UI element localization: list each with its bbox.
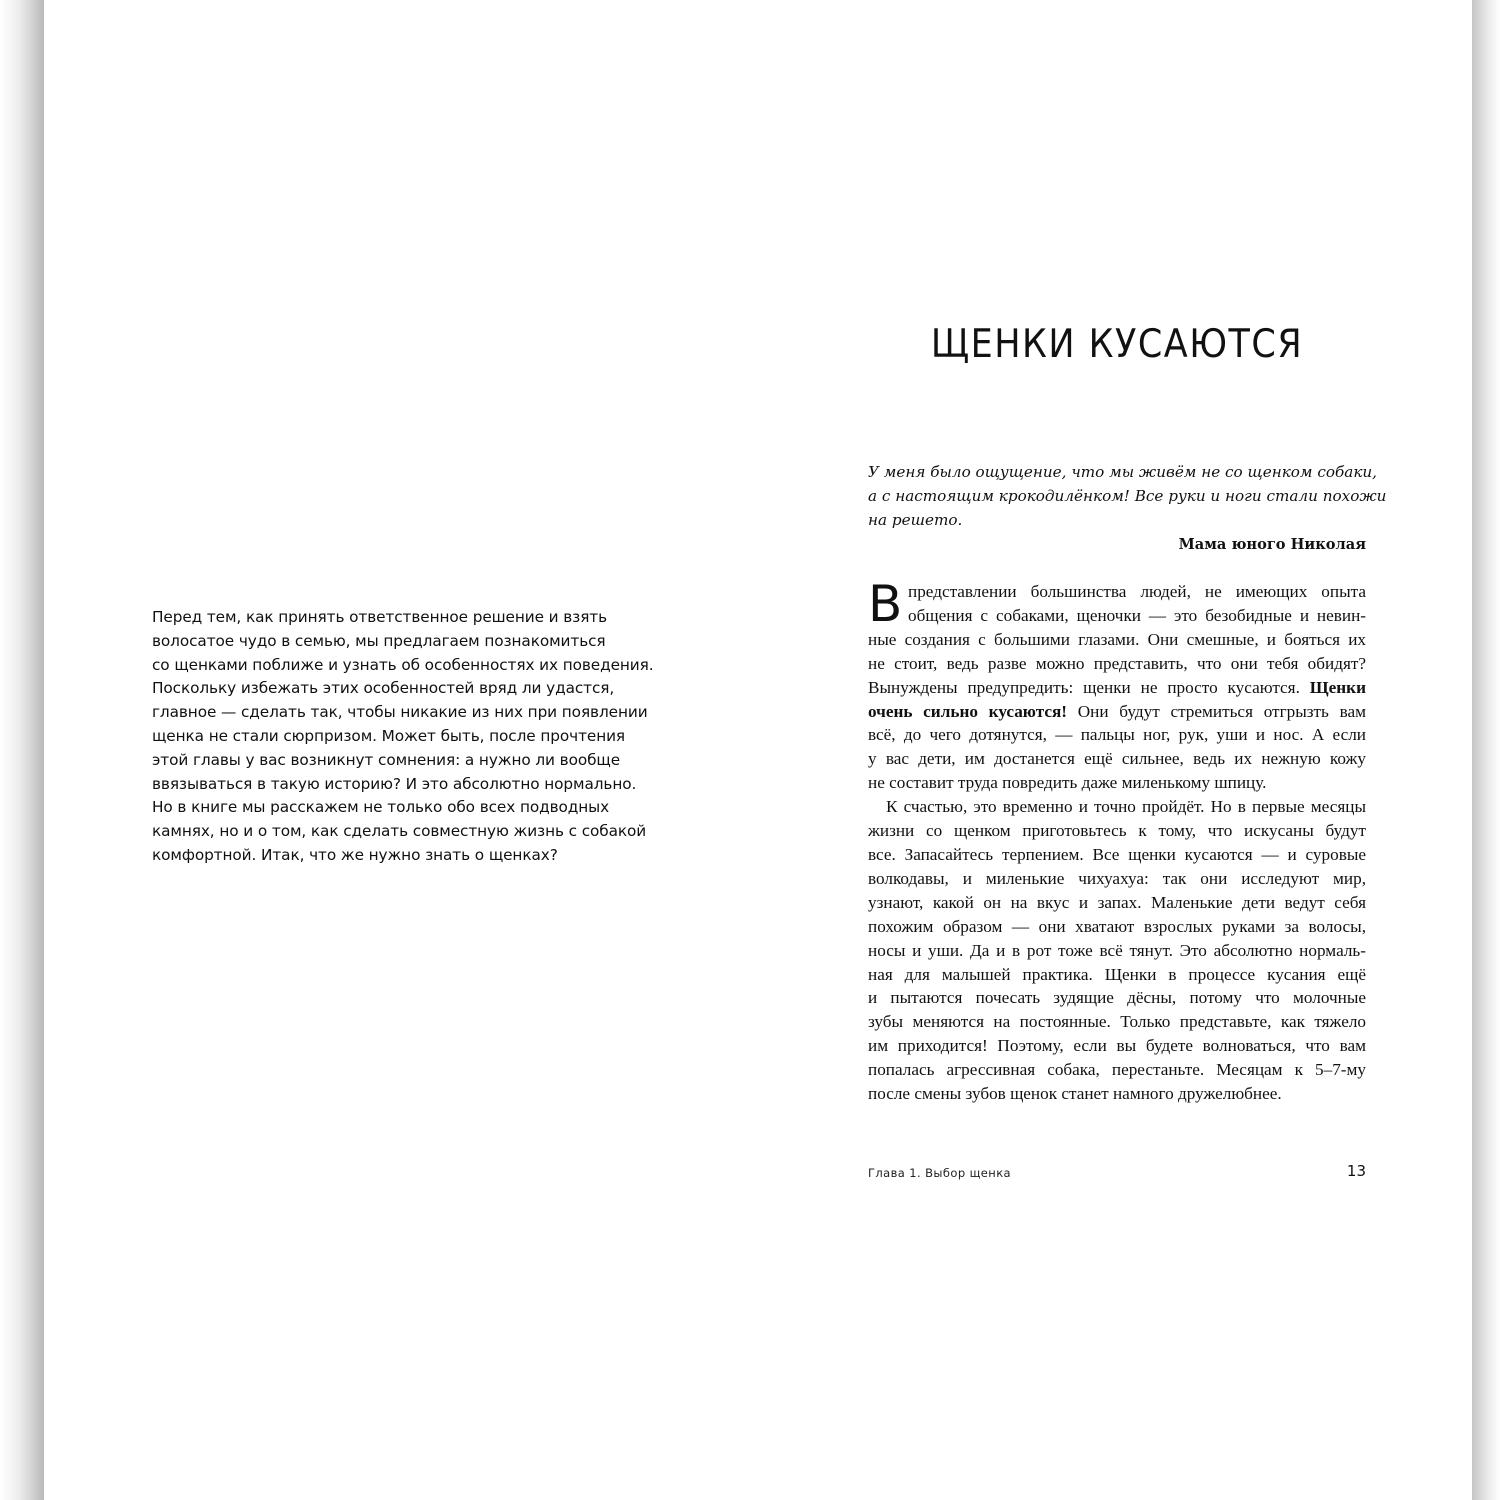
body-line: не составит труда повредить даже миленькому шпицу. bbox=[868, 773, 1267, 793]
body-line: общения с собаками, щеночки — это безобидные и невин- bbox=[908, 605, 1366, 625]
intro-line: волосатое чудо в семью, мы предлагаем познакомиться bbox=[152, 631, 606, 650]
body-line: волкодавы, и миленькие чихуахуа: так они исследуют мир, bbox=[868, 868, 1366, 888]
body-line: и пытаются почесать зудящие дёсны, потому что молочные bbox=[868, 988, 1366, 1008]
epigraph bbox=[868, 460, 1387, 557]
body-line: зубы меняются на постоянные. Только представьте, как тяжело bbox=[868, 1012, 1366, 1032]
intro-line: щенка не стали сюрпризом. Может быть, после прочтения bbox=[152, 726, 626, 745]
epigraph-author: Мама юного Николая bbox=[1178, 535, 1366, 553]
drop-cap: В bbox=[868, 575, 903, 633]
body-line-part: Вынуждены предупредить: щенки не просто кусаются. bbox=[868, 677, 1300, 697]
body-line: К счастью, это временно и точно пройдёт. Но в первые месяцы bbox=[886, 797, 1366, 817]
intro-paragraph bbox=[152, 606, 652, 868]
body-line: все. Запасайтесь терпением. Все щенки кусаются — и суровые bbox=[868, 844, 1366, 864]
intro-line: Перед тем, как принять ответственное решение и взять bbox=[152, 608, 608, 626]
body-line: жизни со щенком приготовьтесь к тому, что искусаны будут bbox=[868, 821, 1366, 841]
body-line: всё, до чего дотянутся, — пальцы ног, рук, уши и нос. А если bbox=[868, 725, 1366, 745]
emphasis-text: очень сильно кусаются! bbox=[868, 701, 1068, 721]
epigraph-line: а с настоящим крокодилёнком! Все руки и ноги стали похожи bbox=[868, 487, 1387, 506]
body-line: похожим образом — они хватают взрослых руками за волосы, bbox=[868, 916, 1366, 936]
intro-line: комфортной. Итак, что же нужно знать о щенках? bbox=[152, 845, 558, 864]
intro-line: со щенками поближе и узнать об особенностях их поведения. bbox=[152, 655, 654, 674]
body-line: не стоит, ведь разве можно представить, что они тебя обидят? bbox=[868, 653, 1366, 673]
body-line: попалась агрессивная собака, перестаньте. Месяцам к 5–7-му bbox=[868, 1060, 1366, 1080]
page-edge-shadow-left bbox=[0, 0, 44, 1500]
body-line: им приходится! Поэтому, если вы будете волноваться, что вам bbox=[868, 1036, 1366, 1056]
running-footer: Глава 1. Выбор щенка bbox=[868, 1166, 1011, 1180]
intro-line: Но в книге мы расскажем не только обо всех подводных bbox=[152, 798, 610, 817]
intro-line: камнях, но и о том, как сделать совместную жизнь с собакой bbox=[152, 822, 647, 841]
epigraph-line: на решето. bbox=[868, 511, 963, 530]
chapter-title: ЩЕНКИ КУСАЮТСЯ bbox=[930, 322, 1304, 368]
body-line: ная для малышей практика. Щенки в процессе кусания ещё bbox=[868, 964, 1366, 984]
chapter-body bbox=[868, 575, 1367, 1106]
body-line bbox=[868, 700, 1366, 724]
body-line: носы и уши. Да и в рот тоже всё тянут. Это абсолютно нормаль- bbox=[868, 940, 1366, 960]
body-line: ные создания с большими глазами. Они смешные, и бояться их bbox=[868, 629, 1366, 649]
intro-line: главное — сделать так, чтобы никакие из них при появлении bbox=[152, 703, 648, 722]
intro-line: этой главы у вас возникнут сомнения: а нужно ли вообще bbox=[152, 750, 621, 769]
page-number: 13 bbox=[1346, 1162, 1366, 1180]
body-line: представлении большинства людей, не имеющих опыта bbox=[908, 582, 1366, 601]
emphasis-text: Щенки bbox=[1309, 677, 1366, 697]
intro-line: Поскольку избежать этих особенностей вряд ли удастся, bbox=[152, 679, 615, 698]
page-edge-shadow-right bbox=[1472, 0, 1500, 1500]
epigraph-quote bbox=[868, 460, 1387, 533]
body-line: у вас дети, им достанется ещё сильнее, ведь их нежную кожу bbox=[868, 749, 1366, 769]
body-line: после смены зубов щенок станет намного дружелюбнее. bbox=[868, 1084, 1282, 1104]
body-line: узнают, какой он на вкус и запах. Маленькие дети ведут себя bbox=[868, 892, 1366, 912]
intro-line: ввязываться в такую историю? И это абсолютно нормально. bbox=[152, 774, 637, 793]
epigraph-line: У меня было ощущение, что мы живём не со щенком собаки, bbox=[868, 463, 1378, 481]
body-line bbox=[868, 676, 1366, 700]
body-line-part: Они будут стремиться отгрызть вам bbox=[1077, 701, 1367, 721]
